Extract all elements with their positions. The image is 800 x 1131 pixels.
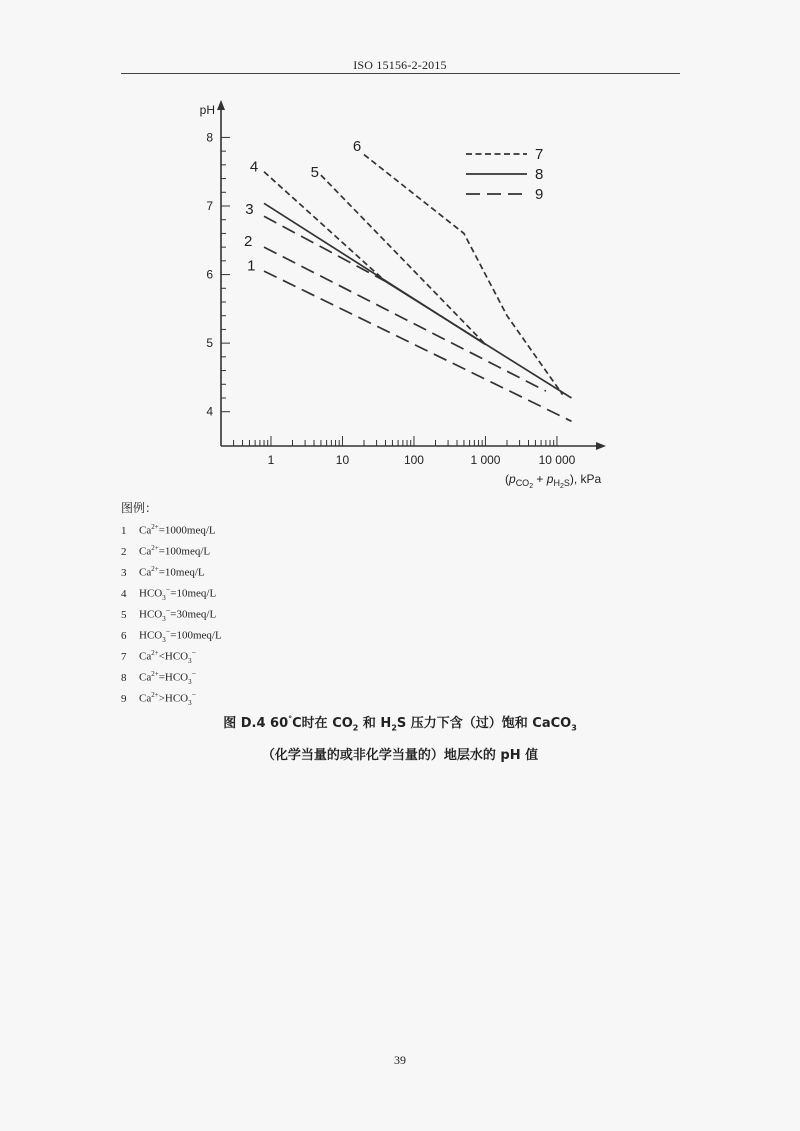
legend-item-number: 4 — [121, 587, 127, 600]
legend-item: 8 $Ca^{2+}=HCO_3^-$ — [121, 669, 197, 686]
chart-ticks — [206, 130, 601, 490]
figure-caption-line2: （化学当量的或非化学当量的）地层水的 pH 值 — [261, 748, 539, 763]
legend-item: 6 $HCO_3^-=100meq/L$ — [121, 627, 222, 644]
ph-pressure-chart — [0, 0, 800, 500]
legend-item: 1 $Ca^{2+}=1000meq/L$ — [121, 523, 216, 537]
chart-series — [264, 155, 572, 422]
curve-label: 6 — [352, 138, 362, 156]
legend-item-number: 3 — [121, 566, 127, 579]
y-tick-label: 7 — [206, 199, 213, 213]
y-axis-arrow — [217, 100, 225, 110]
x-axis-label: $(p_{CO}2 + p_H2S)$, kPa — [505, 472, 602, 490]
style-legend-label: 8 — [535, 166, 544, 183]
legend-item-number: 2 — [121, 545, 127, 558]
style-legend-label: 9 — [535, 186, 544, 203]
legend-item-number: 6 — [121, 629, 127, 642]
x-tick-label: 1 000 — [470, 453, 501, 467]
curve-label: 3 — [245, 201, 254, 219]
legend-item-number: 7 — [121, 650, 127, 663]
x-tick-label: 10 — [335, 453, 350, 467]
x-tick-label: 10 000 — [538, 453, 576, 467]
legend-item-number: 8 — [121, 671, 127, 684]
legend-item: 9 $Ca^{2+}>HCO_3^-$ — [121, 690, 197, 707]
page-number: 39 — [394, 1053, 406, 1067]
legend-item: 3 $Ca^{2+}=10meq/L$ — [121, 565, 205, 579]
legend-item: 7 $Ca^{2+}<HCO_3^-$ — [121, 648, 197, 665]
y-tick-label: 4 — [206, 404, 213, 419]
legend-item-number: 9 — [121, 692, 127, 705]
curve-label: 5 — [310, 164, 319, 182]
series-line-6 — [364, 155, 563, 395]
y-tick-label: 8 — [206, 130, 213, 145]
series-line-4 — [264, 203, 486, 344]
style-legend-label: 7 — [535, 146, 544, 163]
curve-label: 1 — [247, 257, 256, 275]
y-tick-label: 5 — [206, 336, 213, 351]
series-line-1 — [264, 271, 572, 421]
series-line-2 — [264, 247, 546, 391]
chart-style-legend — [466, 146, 543, 203]
x-tick-label: 100 — [403, 453, 424, 467]
legend-list — [121, 520, 222, 709]
chart-axes — [200, 100, 606, 450]
y-axis-label: pH — [199, 103, 215, 117]
legend-item: 5 $HCO_3^-=30meq/L$ — [121, 606, 217, 623]
page-header: ISO 15156-2-2015 — [353, 58, 447, 72]
legend-item-number: 5 — [121, 608, 127, 621]
figure-caption: 图 D.4 60°C时在 $CO_2$ 和 $H_2S$ 压力下含（过）饱和 CaCO$_3$ — [223, 714, 577, 733]
x-tick-label: 1 — [267, 453, 275, 467]
y-tick-label: 6 — [206, 267, 213, 282]
series-line-4 — [264, 172, 386, 282]
legend-item-number: 1 — [121, 524, 127, 537]
x-axis-arrow — [596, 442, 606, 450]
curve-label: 4 — [249, 158, 259, 176]
legend-item: 2 $Ca^{2+}=100meq/L$ — [121, 544, 211, 558]
legend-title: 图例： — [121, 501, 158, 515]
legend-item: 4 $HCO_3^-=10meq/L$ — [121, 585, 217, 602]
curve-label: 2 — [244, 232, 253, 250]
